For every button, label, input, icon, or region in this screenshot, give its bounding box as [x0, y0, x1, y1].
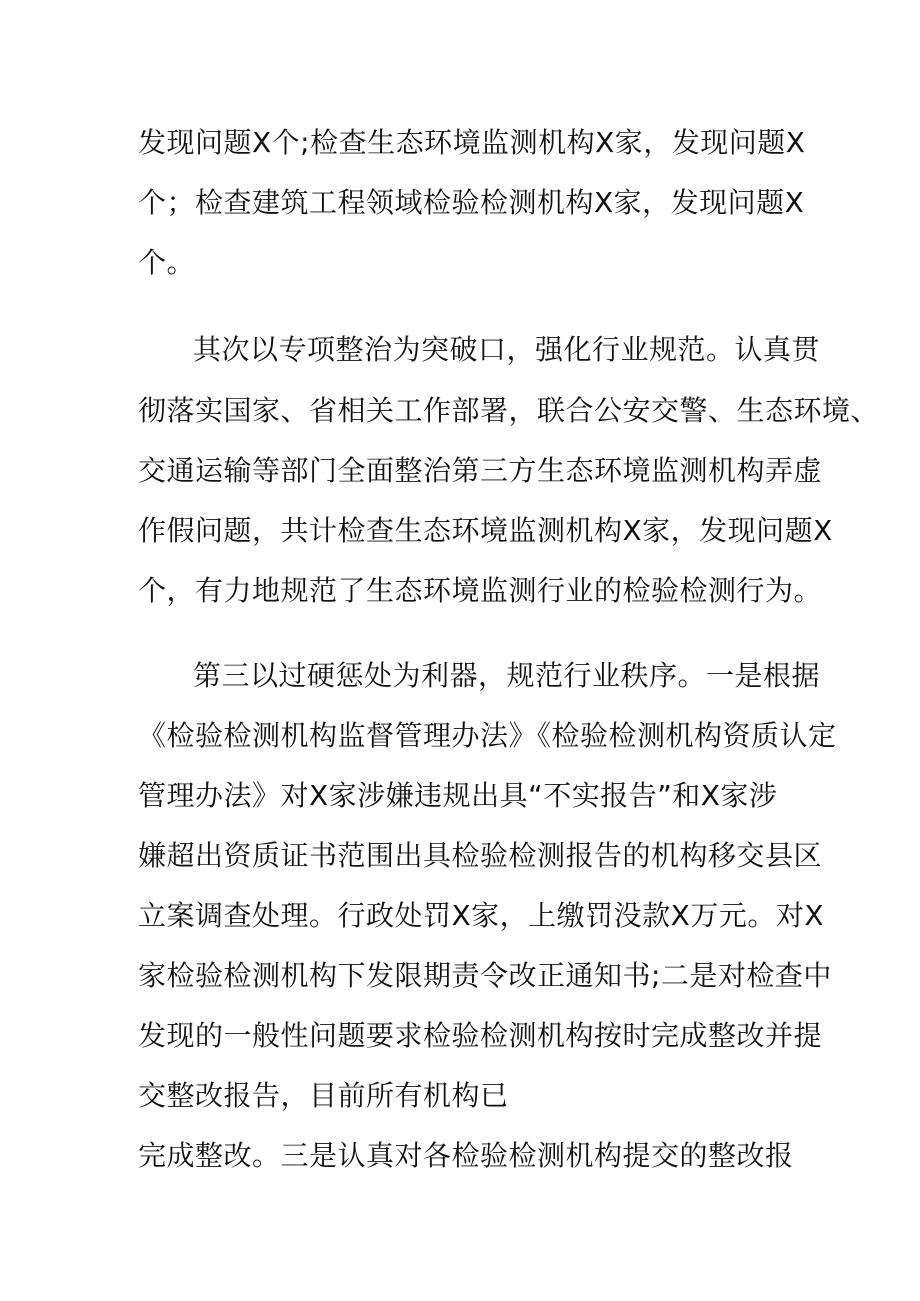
text-line: 彻落实国家、省相关工作部署，联合公安交警、生态环境、 [138, 394, 880, 427]
text-line: 嫌超出资质证书范围出具检验检测报告的机构移交县区 [138, 839, 823, 872]
paragraph-start-line: 第三以过硬惩处为利器，规范行业秩序。一是根据 [193, 659, 821, 692]
text-line: 交整改报告，目前所有机构已 [138, 1079, 509, 1112]
text-line: 个，有力地规范了生态环境监测行业的检验检测行为。 [138, 574, 823, 607]
text-line: 个；检查建筑工程领域检验检测机构X家，发现问题X [138, 186, 805, 219]
text-line: 管理办法》对X家涉嫌违规出具“不实报告”和X家涉 [138, 779, 778, 812]
text-line: 立案调查处理。行政处罚X家，上缴罚没款X万元。对X [138, 899, 825, 932]
text-line: 个。 [138, 246, 196, 279]
text-line: 交通运输等部门全面整治第三方生态环境监测机构弄虚 [138, 454, 823, 487]
text-line: 家检验检测机构下发限期责令改正通知书;二是对检查中 [138, 959, 832, 992]
text-line: 完成整改。三是认真对各检验检测机构提交的整改报 [138, 1139, 794, 1172]
text-line: 作假问题，共计检查生态环境监测机构X家，发现问题X [138, 514, 833, 547]
text-line: 《检验检测机构监督管理办法》《检验检测机构资质认定 [138, 719, 837, 752]
text-line: 发现的一般性问题要求检验检测机构按时完成整改并提 [138, 1019, 823, 1052]
text-line: 发现问题X个;检查生态环境监测机构X家，发现问题X [138, 126, 806, 159]
paragraph-start-line: 其次以专项整治为突破口，强化行业规范。认真贯 [193, 333, 821, 366]
